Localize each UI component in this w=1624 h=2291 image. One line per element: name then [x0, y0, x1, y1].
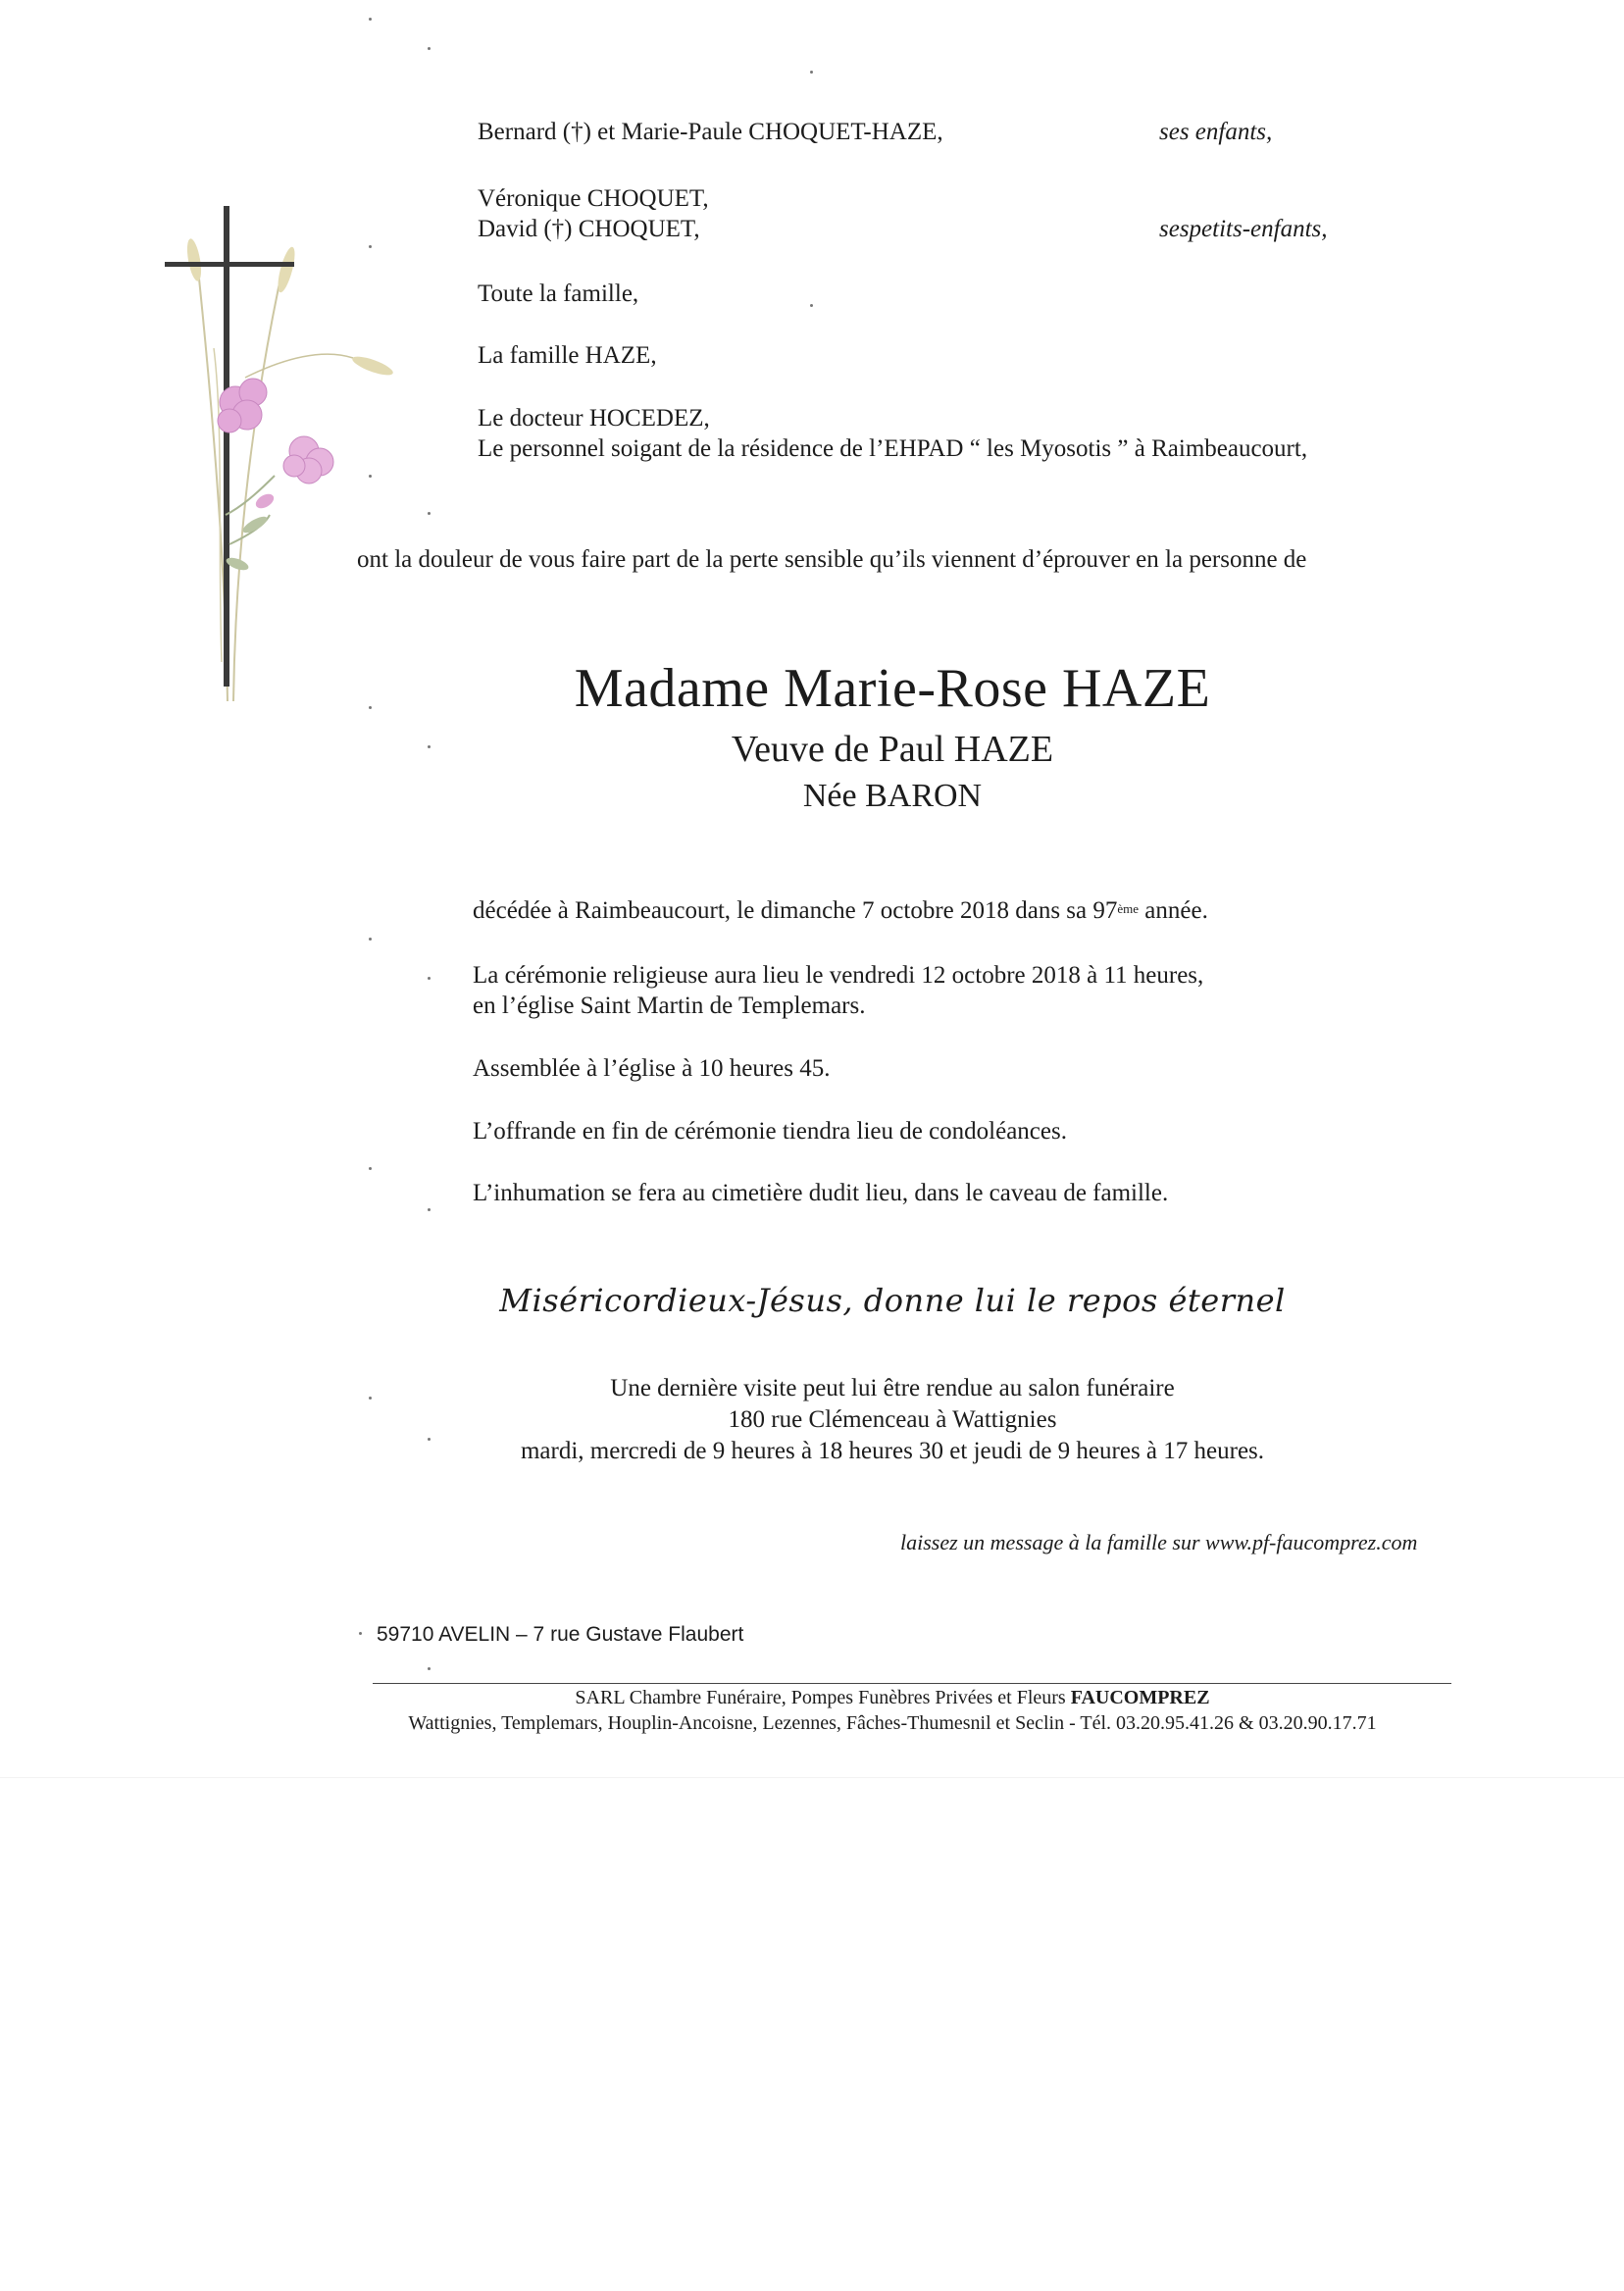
scan-speck — [369, 475, 372, 478]
scan-speck — [359, 1632, 362, 1635]
assembly-text: Assemblée à l’église à 10 heures 45. — [473, 1055, 831, 1082]
visit-line-2: 180 rue Clémenceau à Wattignies — [728, 1406, 1057, 1433]
scan-speck — [428, 47, 431, 50]
family-line-staff: Le personnel soigant de la résidence de l’EHPAD “ les Myosotis ” à Raimbeaucourt, — [478, 435, 1308, 462]
family-line-doctor: Le docteur HOCEDEZ, — [478, 405, 710, 432]
scan-speck — [428, 977, 431, 980]
burial-text: L’inhumation se fera au cimetière dudit lieu, dans le caveau de famille. — [473, 1180, 1169, 1206]
announcement-text: ont la douleur de vous faire part de la perte sensible qu’ils viennent d’éprouver en la personne de — [357, 546, 1307, 573]
deceased-widow-of: Veuve de Paul HAZE — [731, 729, 1054, 770]
visit-line-3: mardi, mercredi de 9 heures à 18 heures 30 et jeudi de 9 heures à 17 heures. — [520, 1438, 1265, 1464]
scan-speck — [428, 745, 431, 748]
prayer-text: Miséricordieux-Jésus, donne lui le repos éternel — [499, 1282, 1286, 1319]
scan-speck — [810, 71, 813, 74]
family-line-haze: La famille HAZE, — [478, 342, 657, 369]
scan-speck — [369, 938, 372, 941]
deceased-birth-name: Née BARON — [802, 778, 983, 814]
scan-speck — [369, 706, 372, 709]
scan-speck — [428, 512, 431, 515]
scan-speck — [369, 1167, 372, 1170]
death-details-ordinal: ème — [1117, 901, 1140, 916]
address-text: 59710 AVELIN – 7 rue Gustave Flaubert — [377, 1623, 744, 1646]
deceased-name: Madame Marie-Rose HAZE — [574, 658, 1211, 719]
scan-edge — [0, 1777, 1624, 1778]
scan-speck — [369, 18, 372, 21]
scan-speck — [428, 1438, 431, 1441]
family-role-children: ses enfants, — [1159, 119, 1273, 145]
footer-company — [324, 1685, 1461, 1710]
ceremony-line-2: en l’église Saint Martin de Templemars. — [473, 993, 866, 1019]
scan-speck — [369, 1397, 372, 1400]
footer-divider — [373, 1683, 1451, 1684]
scan-speck — [428, 1208, 431, 1211]
family-line-children: Bernard (†) et Marie-Paule CHOQUET-HAZE, — [478, 119, 943, 145]
website-message: laissez un message à la famille sur www.pf-faucomprez.com — [900, 1530, 1418, 1554]
scan-speck — [428, 1667, 431, 1670]
family-line-grandchild-1: Véronique CHOQUET, — [478, 185, 709, 212]
ceremony-line-1: La cérémonie religieuse aura lieu le vendredi 12 octobre 2018 à 11 heures, — [473, 962, 1204, 989]
death-details-suffix: année. — [1139, 897, 1208, 924]
offering-text: L’offrande en fin de cérémonie tiendra lieu de condoléances. — [473, 1118, 1067, 1145]
cross-flowers-illustration — [157, 191, 431, 701]
family-line-whole-family: Toute la famille, — [478, 280, 639, 307]
visit-line-1: Une dernière visite peut lui être rendue au salon funéraire — [610, 1375, 1175, 1401]
death-details-text: décédée à Raimbeaucourt, le dimanche 7 octobre 2018 dans sa 97 — [473, 897, 1118, 924]
family-line-grandchild-2: David (†) CHOQUET, — [478, 216, 700, 242]
footer-company-text: SARL Chambre Funéraire, Pompes Funèbres Privées et Fleurs — [575, 1687, 1071, 1708]
death-details — [473, 896, 1208, 926]
scan-speck — [369, 245, 372, 248]
footer-locations: Wattignies, Templemars, Houplin-Ancoisne, Lezennes, Fâches-Thumesnil et Seclin - Tél. 03.20.95.41.26 & 03.20.90.17.71 — [408, 1712, 1377, 1734]
scan-speck — [810, 304, 813, 307]
footer-company-name: FAUCOMPREZ — [1070, 1687, 1210, 1708]
family-role-grandchildren: sespetits-enfants, — [1159, 216, 1328, 242]
